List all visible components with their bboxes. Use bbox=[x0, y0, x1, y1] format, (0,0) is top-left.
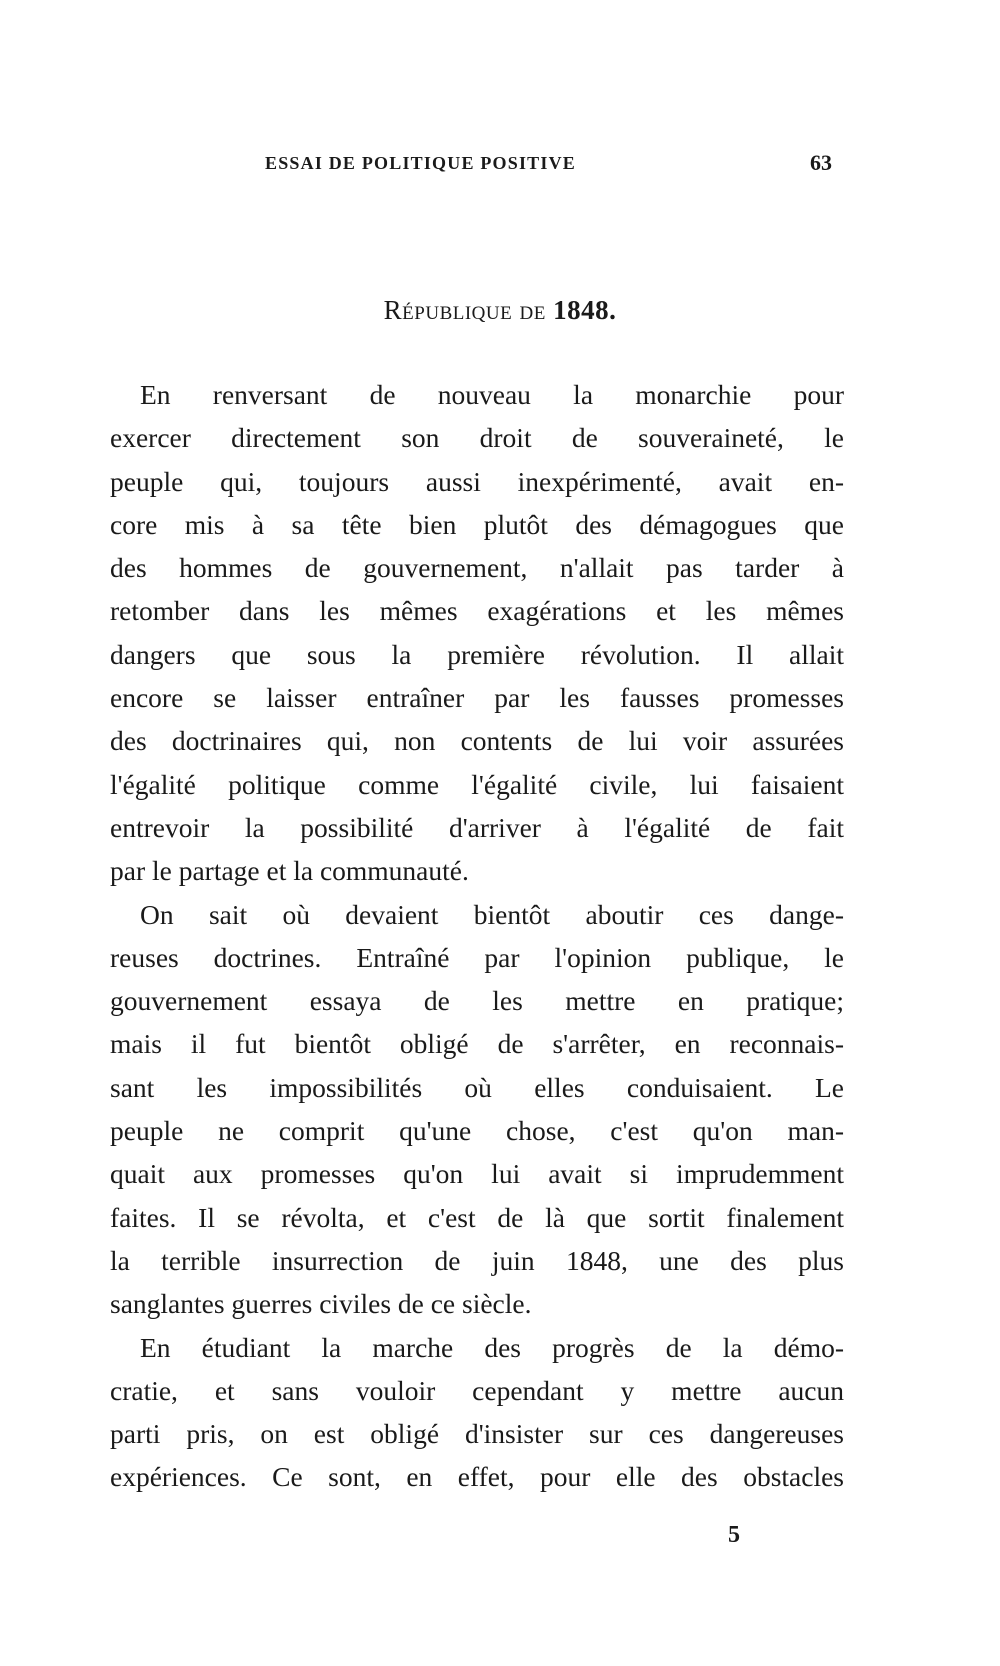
text-line: sant les impossibilités où elles conduisaient. Le bbox=[110, 1071, 844, 1103]
text-line: entrevoir la possibilité d'arriver à l'égalité de fait bbox=[110, 811, 844, 843]
text-line: En renversant de nouveau la monarchie pour bbox=[140, 379, 844, 410]
text-line: des hommes de gouvernement, n'allait pas tarder à bbox=[110, 552, 844, 584]
section-title bbox=[0, 295, 1000, 326]
text-line: core mis à sa tête bien plutôt des démagogues que bbox=[110, 508, 844, 540]
section-title-year: 1848. bbox=[553, 295, 617, 325]
text-line: la terrible insurrection de juin 1848, une des plus bbox=[110, 1244, 844, 1276]
text-line: cratie, et sans vouloir cependant y mettre aucun bbox=[110, 1374, 844, 1406]
text-line: encore se laisser entraîner par les fausses promesses bbox=[110, 682, 844, 714]
text-line: mais il fut bientôt obligé de s'arrêter, en reconnais- bbox=[110, 1028, 844, 1060]
body-text bbox=[110, 373, 844, 1499]
page-number: 63 bbox=[810, 150, 832, 175]
signature-mark: 5 bbox=[728, 1522, 740, 1548]
section-title-text: République de bbox=[383, 295, 546, 325]
text-line: On sait où devaient bientôt aboutir ces dange- bbox=[140, 898, 844, 930]
text-line: exercer directement son droit de souveraineté, le bbox=[110, 422, 844, 454]
text-line: des doctrinaires qui, non contents de lui voir assurées bbox=[110, 725, 844, 757]
text-line: dangers que sous la première révolution. Il allait bbox=[110, 638, 844, 670]
running-head: ESSAI DE POLITIQUE POSITIVE bbox=[265, 153, 576, 173]
text-line: reuses doctrines. Entraîné par l'opinion publique, le bbox=[110, 941, 844, 973]
text-line: sanglantes guerres civiles de ce siècle. bbox=[110, 1288, 532, 1320]
text-line: En étudiant la marche des progrès de la démo- bbox=[140, 1331, 844, 1363]
text-line: faites. Il se révolta, et c'est de là que sortit finalement bbox=[110, 1201, 844, 1233]
text-line: par le partage et la communauté. bbox=[110, 855, 469, 887]
text-line: retomber dans les mêmes exagérations et les mêmes bbox=[110, 595, 844, 627]
text-line: l'égalité politique comme l'égalité civile, lui faisaient bbox=[110, 768, 844, 800]
text-line: peuple ne comprit qu'une chose, c'est qu'on man- bbox=[110, 1115, 844, 1147]
text-line: quait aux promesses qu'on lui avait si imprudemment bbox=[110, 1158, 844, 1190]
text-line: parti pris, on est obligé d'insister sur ces dangereuses bbox=[110, 1418, 844, 1450]
text-line: expériences. Ce sont, en effet, pour elle des obstacles bbox=[110, 1461, 844, 1493]
text-line: peuple qui, toujours aussi inexpérimenté, avait en- bbox=[110, 465, 844, 497]
text-line: gouvernement essaya de les mettre en pratique; bbox=[110, 985, 844, 1017]
